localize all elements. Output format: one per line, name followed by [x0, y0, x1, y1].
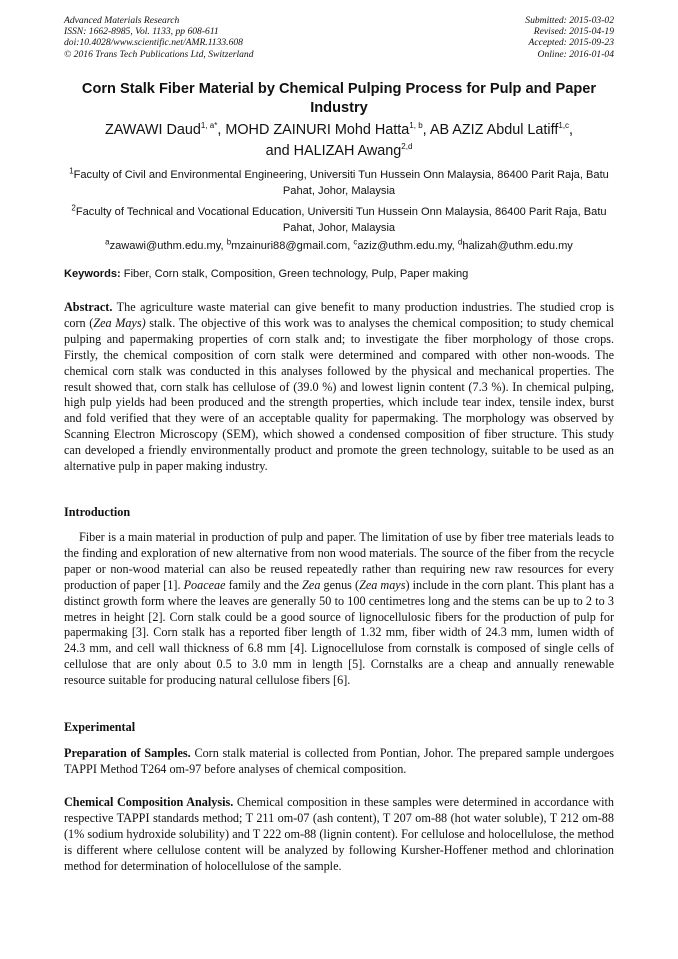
- date-accepted: Accepted: 2015-09-23: [528, 37, 614, 49]
- author-sup: 1, b: [409, 121, 423, 131]
- email-link[interactable]: mzainuri88@gmail.com,: [231, 240, 354, 252]
- email-link[interactable]: zawawi@uthm.edu.my,: [109, 240, 227, 252]
- abstract-label: Abstract.: [64, 300, 113, 314]
- preparation-text: Corn stalk material is collected from Pontian, Johor. The prepared sample undergoes TAPPI Method T264 om-97 before analyses of chemical composition.: [64, 746, 614, 776]
- author-sup: 1,c: [558, 121, 570, 131]
- journal-header-right: [525, 15, 614, 60]
- author-name: MOHD ZAINURI Mohd Hatta: [225, 122, 410, 138]
- date-submitted: Submitted: 2015-03-02: [525, 15, 614, 26]
- journal-copyright: © 2016 Trans Tech Publications Ltd, Switzerland: [64, 48, 254, 60]
- keywords: [64, 267, 614, 281]
- email-sup: c: [353, 237, 358, 247]
- author-emails: [64, 239, 614, 253]
- author-name: ZAWAWI Daud: [104, 122, 201, 138]
- journal-issn: ISSN: 1662-8985, Vol. 1133, pp 608-611: [64, 26, 219, 38]
- email-sup: b: [226, 237, 232, 247]
- intro-text: Fiber is a main material in production of pulp and paper. The limitation of use by fiber tree materials leads to the finding and exploration of new alternative from non wood materials. The source of the fiber from the recycle paper or non-wood material can also be reused repeatedly rather than requiring new raw resources for every production of paper [1].: [64, 530, 614, 592]
- author-sup: 2,d: [401, 142, 413, 152]
- author-list: ZAWAWI Daud$^{1, a*}$, MOHD ZAINURI Mohd Hatta$^{1, b}$, AB AZIZ Abdul Latiff$^{1,c}$, and HALIZAH Awang$^{2,d}$: [104, 121, 574, 159]
- introduction-paragraph: [64, 530, 614, 689]
- intro-italic: Zea: [302, 577, 321, 592]
- email-link[interactable]: aziz@uthm.edu.my,: [357, 240, 458, 252]
- intro-text: genus (: [320, 577, 360, 592]
- affiliation-text: Faculty of Technical and Vocational Education, Universiti Tun Hussein Onn Malaysia, 86400 Parit Raja, Batu Pahat, Johor, Malaysia: [75, 206, 607, 234]
- abstract-italic: Zea Mays): [93, 315, 146, 330]
- intro-text: family and the: [225, 577, 303, 592]
- section-heading-experimental: Experimental: [64, 720, 136, 734]
- chemical-composition-paragraph: [64, 795, 614, 875]
- journal-doi: doi:10.4028/www.scientific.net/AMR.1133.608: [64, 37, 243, 49]
- author-name: AB AZIZ Abdul Latiff: [429, 122, 559, 138]
- keywords-label: Keywords:: [64, 268, 121, 280]
- affiliation-1: [64, 167, 614, 199]
- abstract-paragraph: [64, 300, 614, 475]
- chemical-composition-label: Chemical Composition Analysis.: [64, 795, 234, 809]
- intro-italic: Zea mays: [359, 577, 406, 592]
- date-revised: Revised: 2015-04-19: [533, 26, 614, 38]
- author-sup: 1, a*: [200, 121, 218, 131]
- preparation-label: Preparation of Samples.: [64, 746, 191, 760]
- author-conj: and: [265, 143, 290, 159]
- intro-text: ) include in the corn plant. This plant has a distinct growth form where the leaves are generally 50 to 100 centimetres long and the stems can be up to 2 to 3 metres in height [2]. Corn stalk could be a good source of lignocellulosic fibers for the production of pulp for papermaking [3]. Corn stalk has a reported fiber length of 1.32 mm, fiber width of 24.3 mm, lumen width of 24.3 mm, and cell wall thickness of 6.8 mm [4]. Lignocellulose from cornstalk is composed of single cells of cellulose that are only about 0.5 to 3.0 mm in length [5]. Cornstalks are a cheap and annually renewable resource suitable for producing natural cellulose fibers [6].: [64, 577, 614, 688]
- abstract-text: stalk. The objective of this work was to analyses the chemical composition; to study chemical pulping and papermaking properties of corn stalk and; to investigate the fiber morphology of those crops. Firstly, the chemical composition of corn stalk were determined and compared with other non-woods. The chemical corn stalk was conducted in this analyses followed by the physical and mechanical properties. The result showed that, corn stalk has cellulose of (39.0 %) and lowest lignin content (7.3 %). In chemical pulping, high pulp yields had been produced and the strength properties, which include tear index, tensile index, burst and fold verified that they were of an acceptable quality for papermaking. The morphology was observed by Scanning Electron Microscopy (SEM), which showed a condensed composition of fiber structure. This study can developed a friendly environmentally product and promote the green technology, suitable to be used as an alternative pulp in paper making industry.: [64, 315, 614, 474]
- email-sup: a: [105, 237, 110, 247]
- email-link[interactable]: halizah@uthm.edu.my: [462, 240, 573, 252]
- journal-header-left: [64, 15, 254, 60]
- affiliation-text: Faculty of Civil and Environmental Engineering, Universiti Tun Hussein Onn Malaysia, 86400 Parit Raja, Batu Pahat, Johor, Malaysia: [73, 169, 609, 197]
- intro-italic: Poaceae: [183, 577, 226, 592]
- date-online: Online: 2016-01-04: [537, 48, 614, 60]
- keywords-text: Fiber, Corn stalk, Composition, Green technology, Pulp, Paper making: [120, 268, 469, 280]
- section-heading-introduction: Introduction: [64, 505, 131, 519]
- author-name: HALIZAH Awang: [293, 143, 402, 159]
- affiliation-sup: 2: [71, 203, 76, 213]
- chemical-composition-text: Chemical composition in these samples were determined in accordance with respective TAPPI standards method; T 211 om-07 (ash content), T 207 om-88 (hot water soluble), T 212 om-88 (1% sodium hydroxide solubility) and T 222 om-88 (lignin content). For cellulose and holocellulose, the method is different where cellulose content will be analyzed by following Kursher-Hoffener method and chlorination method for determination of holocellulose of the sample.: [64, 795, 614, 873]
- paper-title: Corn Stalk Fiber Material by Chemical Pulping Process for Pulp and Paper Industry: [81, 81, 597, 116]
- affiliation-2: [64, 204, 614, 236]
- journal-name: Advanced Materials Research: [64, 15, 180, 26]
- abstract-text: The agriculture waste material can give benefit to many production industries. The studied crop is corn (: [64, 300, 614, 330]
- preparation-paragraph: [64, 746, 614, 778]
- affiliation-sup: 1: [69, 166, 74, 176]
- email-sup: d: [457, 237, 463, 247]
